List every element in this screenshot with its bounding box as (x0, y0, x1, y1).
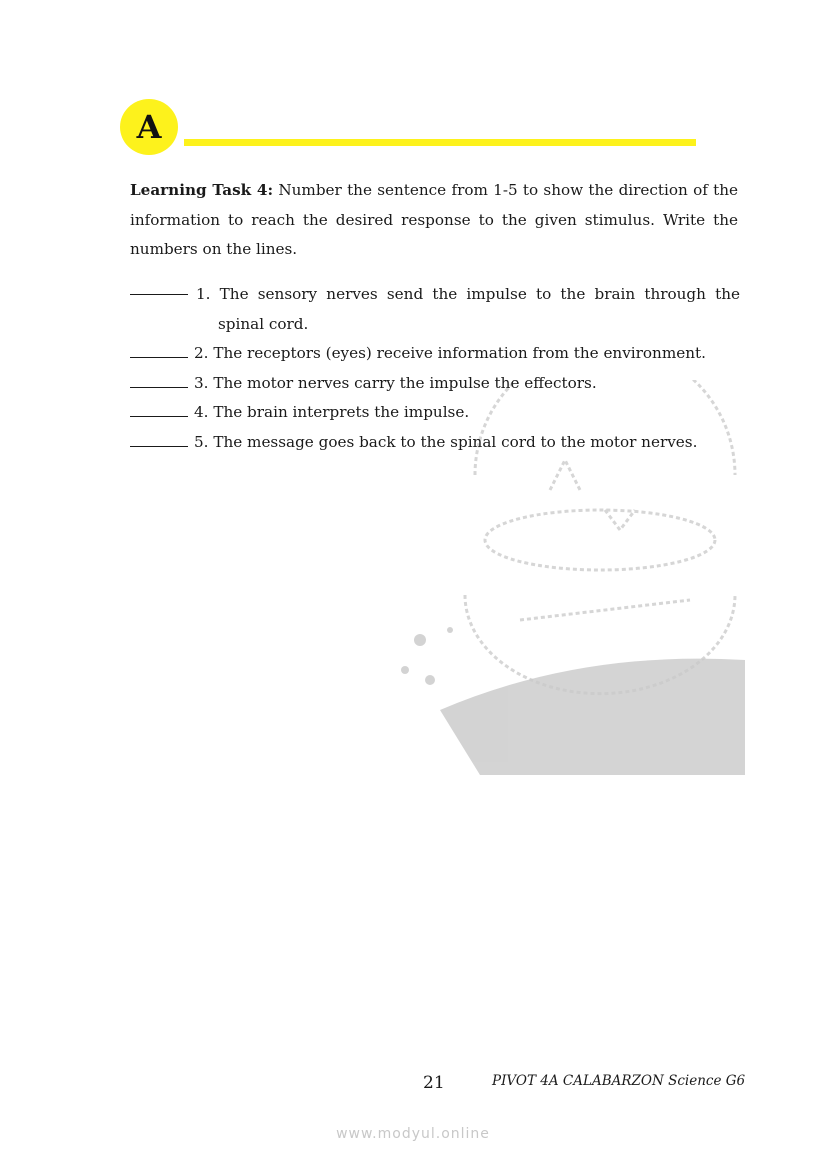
list-item (130, 398, 740, 428)
footer-title: PIVOT 4A CALABARZON Science G6 (492, 1073, 746, 1089)
item-text-continued: spinal cord. (218, 314, 309, 333)
answer-blank[interactable] (130, 280, 188, 295)
section-badge (120, 99, 178, 155)
list-item (130, 369, 740, 399)
badge-letter: A (136, 108, 162, 146)
list-item (130, 339, 740, 369)
answer-blank[interactable] (130, 432, 188, 447)
page-number: 21 (423, 1073, 445, 1093)
list-item (130, 428, 740, 458)
item-text: 1. The sensory nerves send the impulse to the brain through the (196, 285, 740, 303)
answer-blank[interactable] (130, 343, 188, 358)
answer-blank[interactable] (130, 402, 188, 417)
item-text: 2. The receptors (eyes) receive information from the environment. (194, 344, 706, 362)
answer-list (130, 280, 740, 457)
watermark-url: www.modyul.online (336, 1126, 490, 1142)
task-instructions (130, 176, 738, 265)
task-text: Number the sentence from 1-5 to show the direction of the information to reach the desired response to the given stimulus. Write the numbers on the lines. (130, 181, 738, 258)
item-text: 4. The brain interprets the impulse. (194, 403, 470, 421)
answer-blank[interactable] (130, 373, 188, 388)
section-underline-bar (184, 139, 696, 146)
item-text: 3. The motor nerves carry the impulse the effectors. (194, 373, 597, 392)
item-text: 5. The message goes back to the spinal cord to the motor nerves. (194, 432, 698, 451)
list-item (130, 280, 740, 339)
task-label: Learning Task 4: (130, 181, 274, 199)
